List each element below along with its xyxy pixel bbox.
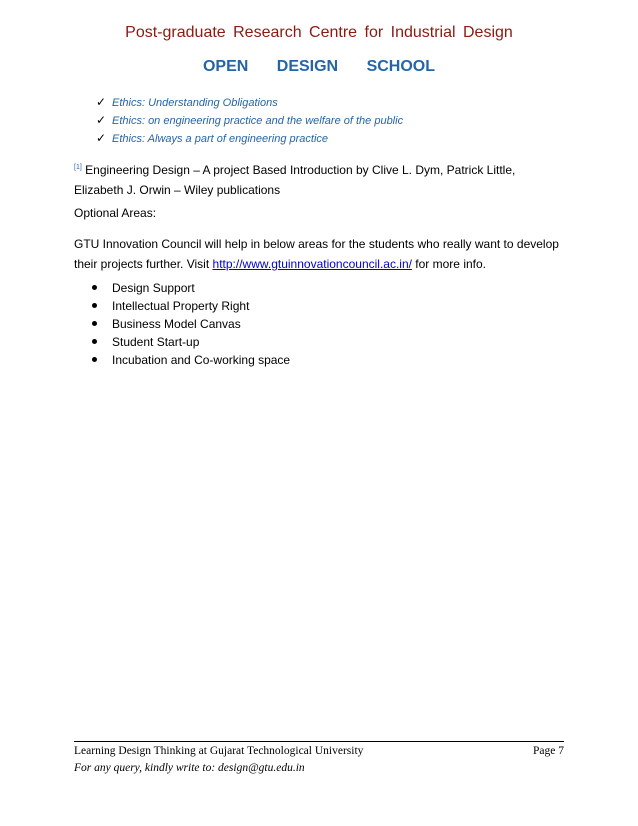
subtitle-word-design: DESIGN xyxy=(276,58,339,75)
header-subtitle xyxy=(0,58,638,76)
list-item xyxy=(96,93,403,111)
list-item xyxy=(96,129,403,147)
ethics-list xyxy=(96,93,403,147)
subtitle-word-open: OPEN xyxy=(202,58,249,75)
checkmark-icon: ✓ xyxy=(96,95,107,109)
innovation-council-link[interactable]: http://www.gtuinnovationcouncil.ac.in/ xyxy=(212,257,412,271)
paragraph-text: GTU Innovation Council will help in below areas for the students who really want to develop their projects further. Visit xyxy=(74,237,559,271)
bullet-text: Student Start-up xyxy=(112,335,200,349)
list-item xyxy=(92,351,290,369)
bullet-icon xyxy=(92,357,97,362)
list-item xyxy=(92,333,290,351)
list-item xyxy=(92,315,290,333)
ethics-item-text: Ethics: on engineering practice and the welfare of the public xyxy=(112,115,404,127)
bullet-icon xyxy=(92,339,97,344)
bullet-text: Incubation and Co-working space xyxy=(112,353,291,367)
optional-areas-heading: Optional Areas: xyxy=(74,206,157,220)
reference-entry xyxy=(74,160,564,200)
footer-university: Learning Design Thinking at Gujarat Technological University xyxy=(74,745,364,757)
page-number: Page 7 xyxy=(533,745,564,757)
checkmark-icon: ✓ xyxy=(96,113,107,127)
bullet-icon xyxy=(92,285,97,290)
list-item xyxy=(92,297,290,315)
bullet-icon xyxy=(92,321,97,326)
list-item xyxy=(92,279,290,297)
optional-areas-list xyxy=(92,279,290,369)
reference-marker: [1] xyxy=(74,164,82,171)
innovation-council-paragraph xyxy=(74,234,574,274)
bullet-icon xyxy=(92,303,97,308)
bullet-text: Business Model Canvas xyxy=(112,317,241,331)
bullet-text: Intellectual Property Right xyxy=(112,299,250,313)
checkmark-icon: ✓ xyxy=(96,131,107,145)
bullet-text: Design Support xyxy=(112,281,195,295)
paragraph-text-end: for more info. xyxy=(411,257,486,271)
ethics-item-text: Ethics: Always a part of engineering practice xyxy=(112,133,329,145)
ethics-item-text: Ethics: Understanding Obligations xyxy=(112,97,278,109)
reference-text: Engineering Design – A project Based Introduction by Clive L. Dym, Patrick Little, Elizabeth J. Orwin – Wiley publications xyxy=(74,163,516,197)
subtitle-word-school: SCHOOL xyxy=(366,58,436,75)
header-title: Post-graduate Research Centre for Industrial Design xyxy=(125,24,513,41)
footer-divider xyxy=(74,741,564,742)
footer-contact: For any query, kindly write to: design@gtu.edu.in xyxy=(74,762,305,774)
list-item xyxy=(96,111,403,129)
